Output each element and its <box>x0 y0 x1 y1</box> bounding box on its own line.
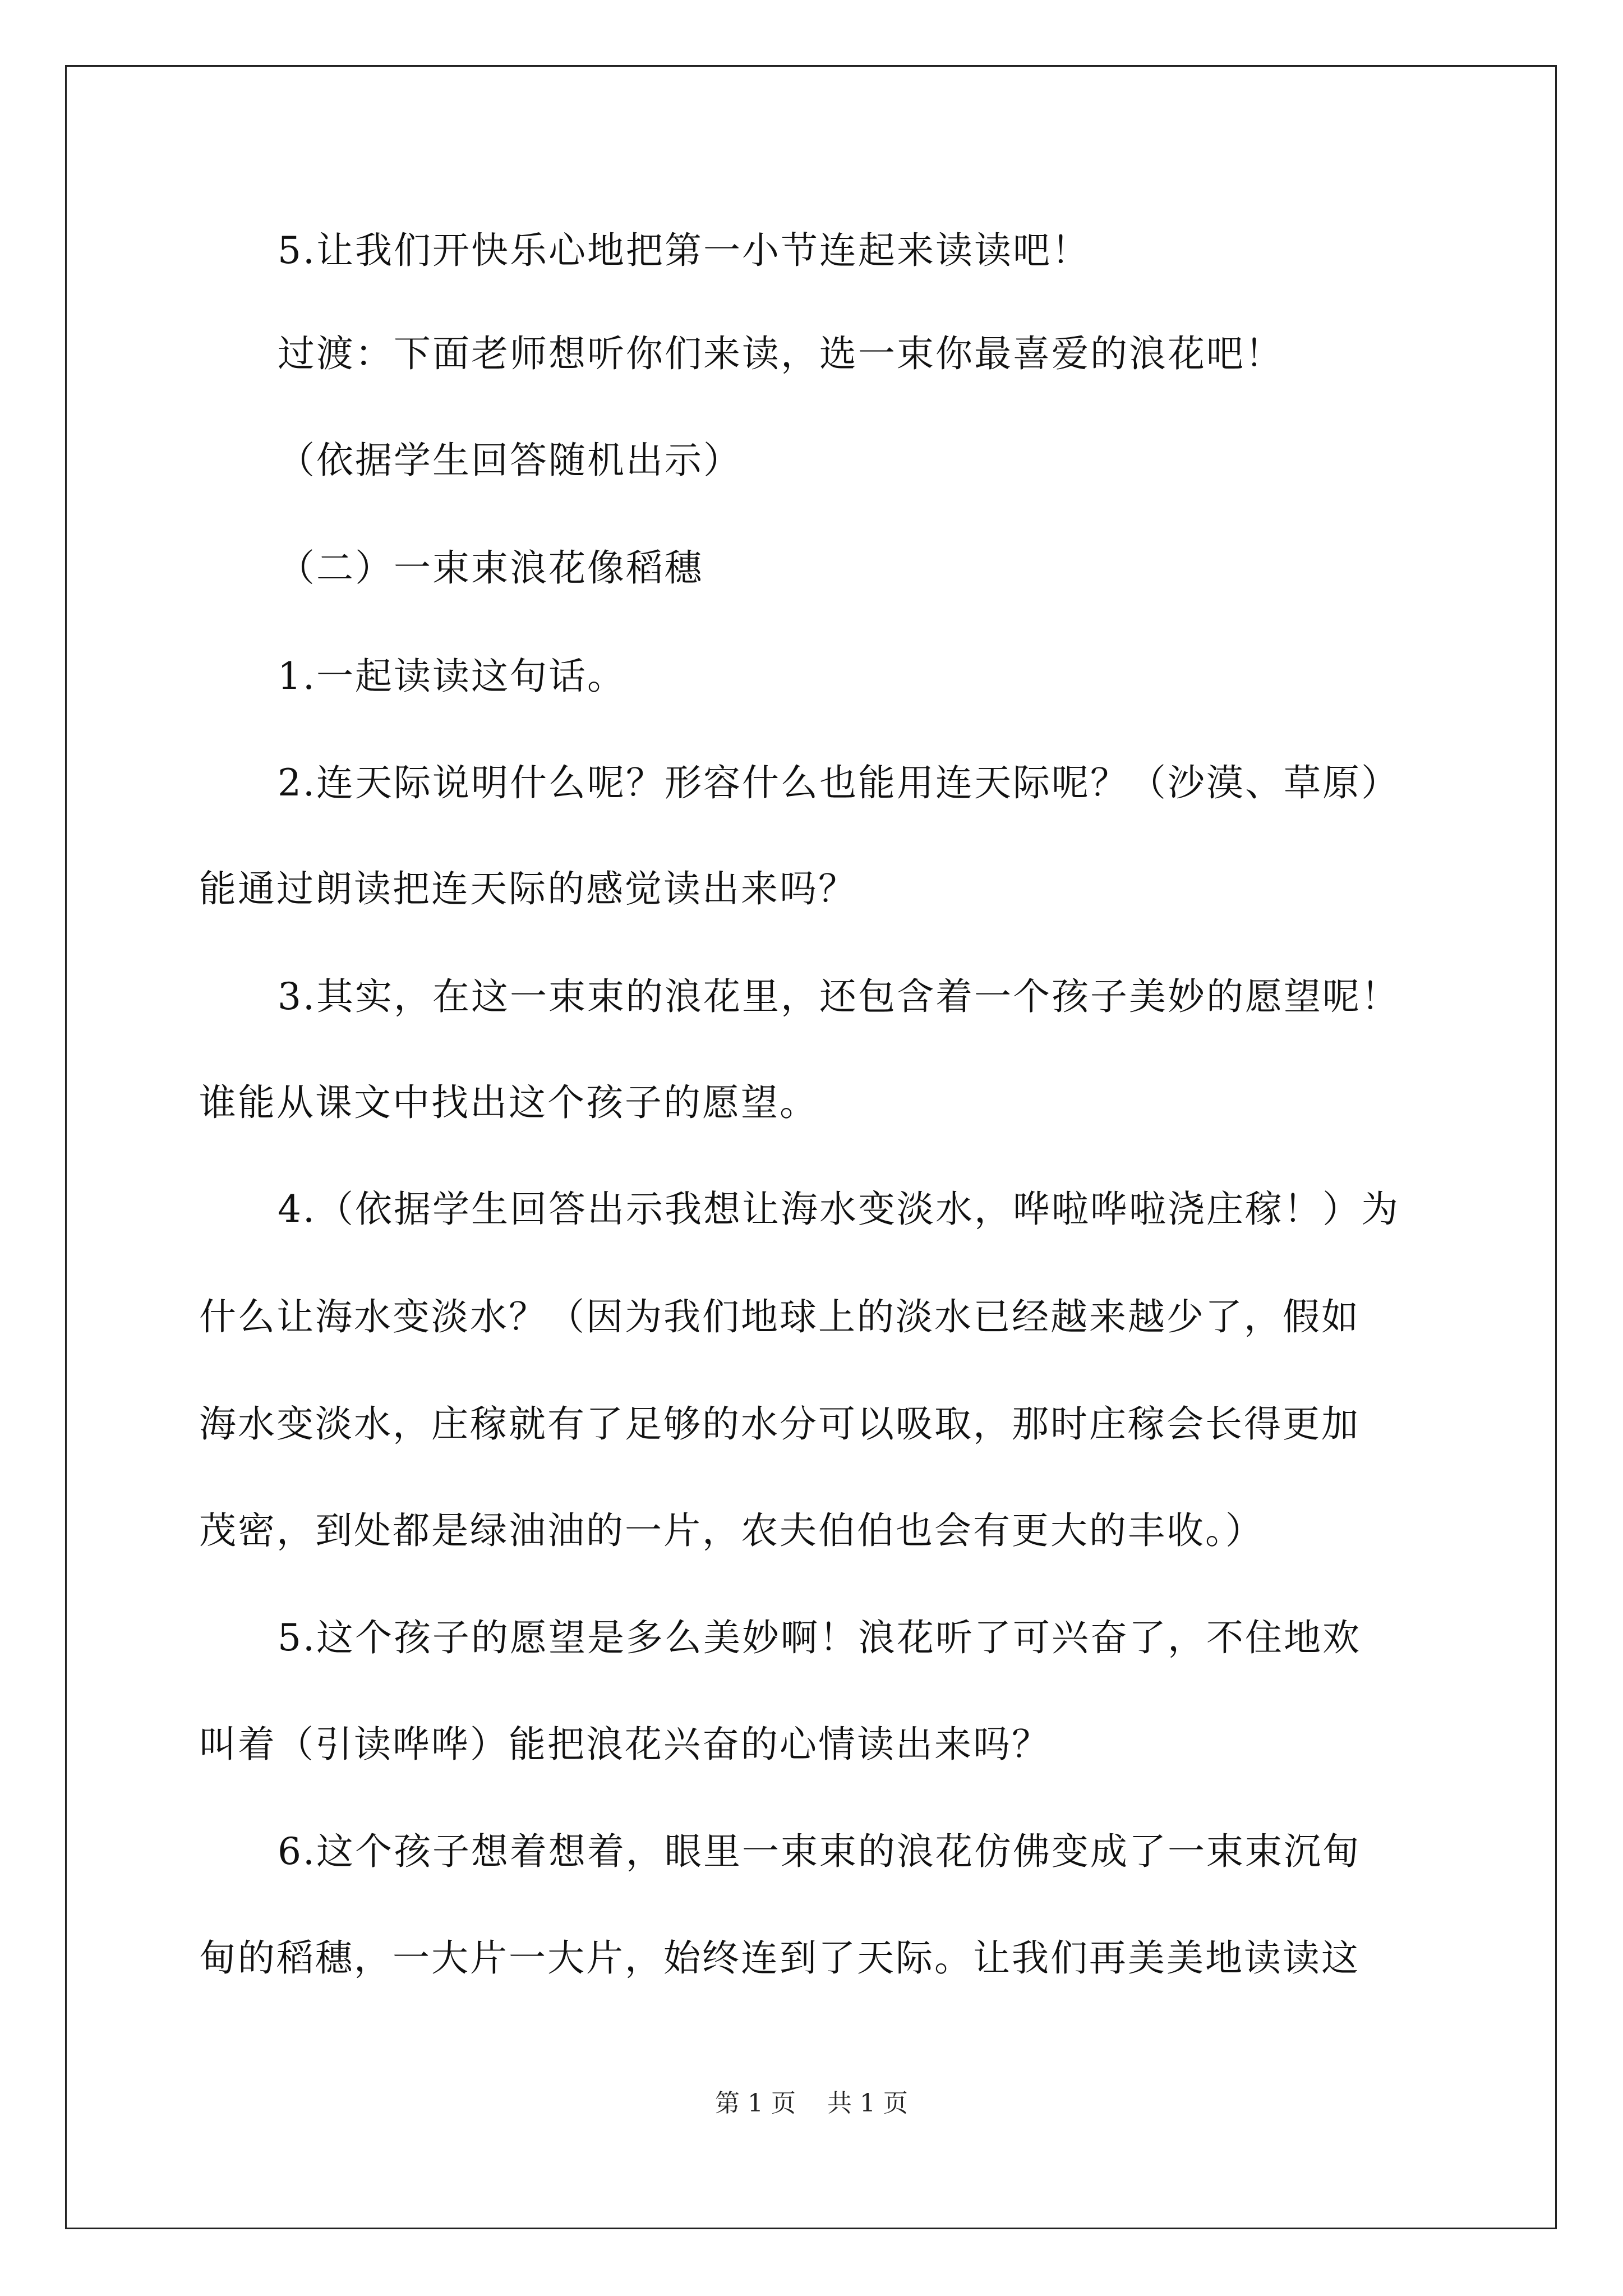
section-heading: （二）一束束浪花像稻穗 <box>278 546 703 590</box>
paragraph-line: 2.连天际说明什么呢？形容什么也能用连天际呢？（沙漠、草原） <box>278 761 1400 804</box>
paragraph-line: 什么让海水变淡水？（因为我们地球上的淡水已经越来越少了，假如 <box>199 1295 1360 1338</box>
page-number-footer: 第 1 页 共 1 页 <box>715 2089 908 2118</box>
paragraph-line: 海水变淡水，庄稼就有了足够的水分可以吸取，那时庄稼会长得更加 <box>199 1402 1360 1446</box>
paragraph-line: 6.这个孩子想着想着，眼里一束束的浪花仿佛变成了一束束沉甸 <box>278 1830 1361 1873</box>
paragraph-line: 过渡：下面老师想听你们来读，选一束你最喜爱的浪花吧！ <box>278 332 1284 375</box>
paragraph-line: 1.一起读读这句话。 <box>278 655 626 698</box>
paragraph-line: 3.其实，在这一束束的浪花里，还包含着一个孩子美妙的愿望呢！ <box>278 975 1400 1018</box>
paragraph-line: 4.（依据学生回答出示我想让海水变淡水，哗啦哗啦浇庄稼！）为 <box>278 1188 1400 1231</box>
paragraph-line: 茂密，到处都是绿油油的一片，农夫伯伯也会有更大的丰收。） <box>199 1509 1264 1552</box>
paragraph-line: 叫着（引读哗哗）能把浪花兴奋的心情读出来吗？ <box>199 1723 1050 1766</box>
paragraph-line: 5.这个孩子的愿望是多么美妙啊！浪花听了可兴奋了，不住地欢 <box>278 1616 1361 1659</box>
paragraph-line: （依据学生回答随机出示） <box>278 439 742 482</box>
page-border <box>65 65 1557 2229</box>
paragraph-line: 甸的稻穗，一大片一大片，始终连到了天际。让我们再美美地读读这 <box>199 1936 1360 1980</box>
paragraph-line: 5.让我们开快乐心地把第一小节连起来读读吧！ <box>278 229 1090 272</box>
paragraph-line: 谁能从课文中找出这个孩子的愿望。 <box>199 1081 818 1124</box>
paragraph-line: 能通过朗读把连天际的感觉读出来吗？ <box>199 867 857 910</box>
